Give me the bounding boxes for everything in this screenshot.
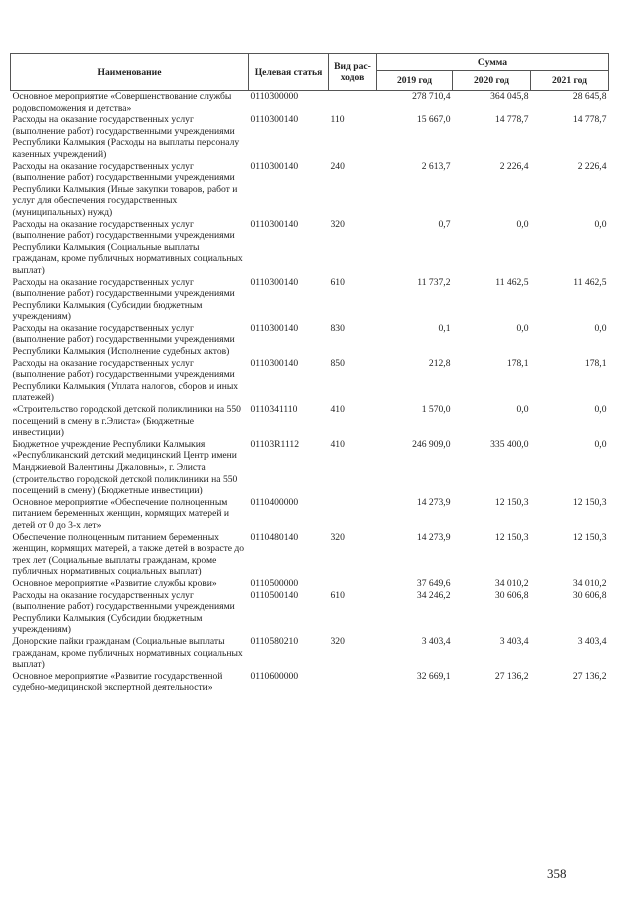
row-sum-2019: 14 273,9 xyxy=(416,531,451,543)
row-sum-2021: 2 226,4 xyxy=(577,160,607,172)
row-target-article: 0110300140 xyxy=(250,357,299,369)
header-expense-type: Вид рас-ходов xyxy=(329,54,377,91)
row-sum-2019: 37 649,6 xyxy=(416,577,451,589)
row-sum-2020: 34 010,2 xyxy=(494,577,529,589)
row-target-article: 0110400000 xyxy=(250,496,299,508)
row-sum-2021: 0,0 xyxy=(594,218,607,230)
row-sum-2020: 3 403,4 xyxy=(499,635,529,647)
row-expense-type: 110 xyxy=(330,114,345,126)
row-target-article: 0110341110 xyxy=(250,404,298,416)
row-sum-2021: 30 606,8 xyxy=(572,589,607,601)
row-sum-2019: 1 570,0 xyxy=(421,404,451,416)
row-sum-2021: 34 010,2 xyxy=(572,577,607,589)
header-name: Наименование xyxy=(11,54,249,91)
table-row xyxy=(11,323,609,358)
row-sum-2021: 0,0 xyxy=(594,404,607,416)
row-sum-2019: 34 246,2 xyxy=(416,589,451,601)
row-name: Основное мероприятие «Развитие службы крови» xyxy=(12,577,217,589)
row-name: Расходы на оказание государственных услуг (выполнение работ) государственными учреждениями Республики Калмыкия (Исполнение судебных актов) xyxy=(12,322,235,358)
table-row xyxy=(11,439,609,497)
row-target-article: 0110300140 xyxy=(250,160,299,172)
table-row xyxy=(11,358,609,404)
row-sum-2019: 32 669,1 xyxy=(416,670,451,682)
row-sum-2019: 3 403,4 xyxy=(421,635,451,647)
row-sum-2019: 212,8 xyxy=(428,357,451,369)
header-year-2020: 2020 год xyxy=(453,71,531,91)
row-name: Бюджетное учреждение Республики Калмыкия «Республиканский детский медицинский Центр имени Манджиевой Валентины Джаловны», г. Элиста (строительство городской детской поликлиники на 550 посещений в смену) (Бюджетные инвестиции) xyxy=(12,438,238,497)
row-target-article: 0110300140 xyxy=(250,218,299,230)
row-name: Расходы на оказание государственных услуг (выполнение работ) государственными учреждениями Республики Калмыкия (Субсидии бюджетным учреждениям) xyxy=(12,589,235,636)
row-target-article: 0110600000 xyxy=(250,670,299,682)
table-row xyxy=(11,636,609,671)
table-row xyxy=(11,277,609,323)
row-sum-2019: 15 667,0 xyxy=(416,114,451,126)
row-sum-2021: 12 150,3 xyxy=(572,531,607,543)
row-sum-2020: 335 400,0 xyxy=(490,438,529,450)
row-expense-type: 850 xyxy=(330,357,345,369)
row-sum-2020: 12 150,3 xyxy=(494,531,529,543)
row-sum-2020: 0,0 xyxy=(516,322,529,334)
row-expense-type xyxy=(329,497,377,532)
row-name: «Строительство городской детской поликлиники на 550 посещений в смену в г.Элиста» (Бюджетные инвестиции) xyxy=(12,404,241,439)
row-name: Расходы на оказание государственных услуг (выполнение работ) государственными учреждениями Республики Калмыкия (Уплата налогов, сборов и иных платежей) xyxy=(12,357,239,404)
row-target-article: 0110480140 xyxy=(250,531,299,543)
table-row xyxy=(11,671,609,694)
row-sum-2021: 27 136,2 xyxy=(572,670,607,682)
table-row xyxy=(11,578,609,590)
table-row xyxy=(11,404,609,439)
row-expense-type xyxy=(329,578,377,590)
row-expense-type xyxy=(329,671,377,694)
row-name: Расходы на оказание государственных услуг (выполнение работ) государственными учреждениями Республики Калмыкия (Расходы на выплаты персоналу казенных учреждений) xyxy=(12,114,240,160)
row-expense-type: 320 xyxy=(330,531,345,543)
row-target-article: 0110500000 xyxy=(250,577,299,589)
row-expense-type: 320 xyxy=(330,218,345,230)
row-sum-2020: 12 150,3 xyxy=(494,496,529,508)
table-row xyxy=(11,590,609,636)
table-header xyxy=(11,54,609,91)
row-sum-2020: 178,1 xyxy=(506,357,529,369)
row-expense-type: 830 xyxy=(330,322,345,334)
row-sum-2021: 28 645,8 xyxy=(572,91,607,102)
row-sum-2020: 14 778,7 xyxy=(494,114,529,126)
row-sum-2020: 2 226,4 xyxy=(499,160,529,172)
row-name: Расходы на оказание государственных услуг (выполнение работ) государственными учреждениями Республики Калмыкия (Субсидии бюджетным учреждениям) xyxy=(12,276,235,323)
row-expense-type: 610 xyxy=(330,589,345,601)
row-sum-2019: 14 273,9 xyxy=(416,496,451,508)
row-sum-2021: 3 403,4 xyxy=(577,635,607,647)
row-expense-type: 410 xyxy=(330,404,345,416)
row-sum-2020: 364 045,8 xyxy=(490,91,529,102)
row-sum-2019: 0,1 xyxy=(438,322,451,334)
budget-table xyxy=(10,53,609,694)
row-target-article: 0110580210 xyxy=(250,635,299,647)
row-sum-2020: 30 606,8 xyxy=(494,589,529,601)
row-sum-2021: 0,0 xyxy=(594,438,607,450)
row-sum-2019: 11 737,2 xyxy=(417,276,451,288)
row-name: Расходы на оказание государственных услуг (выполнение работ) государственными учреждениями Республики Калмыкия (Иные закупки товаров, работ и услуг для обеспечения государственных (муниципальных) нужд) xyxy=(12,160,238,218)
row-sum-2020: 11 462,5 xyxy=(495,276,529,288)
table-row xyxy=(11,532,609,578)
row-target-article: 0110300140 xyxy=(250,322,299,334)
row-target-article: 0110300000 xyxy=(250,91,299,102)
header-sum: Сумма xyxy=(377,54,609,71)
row-sum-2021: 11 462,5 xyxy=(573,276,607,288)
header-year-2019: 2019 год xyxy=(377,71,453,91)
table-row xyxy=(11,497,609,532)
row-sum-2020: 0,0 xyxy=(516,218,529,230)
table-row xyxy=(11,114,609,160)
row-sum-2021: 178,1 xyxy=(584,357,607,369)
row-expense-type: 320 xyxy=(330,635,345,647)
row-name: Обеспечение полноценным питанием беременных женщин, кормящих матерей, а также детей в возрасте до трех лет (Социальные выплаты гражданам, кроме публичных нормативных социальных выплат) xyxy=(12,531,245,578)
row-target-article: 0110500140 xyxy=(250,589,299,601)
row-target-article: 01103R1112 xyxy=(250,438,300,450)
row-expense-type xyxy=(329,91,377,115)
header-year-2021: 2021 год xyxy=(531,71,609,91)
row-sum-2021: 12 150,3 xyxy=(572,496,607,508)
row-name: Основное мероприятие «Развитие государственной судебно-медицинской экспертной деятельности» xyxy=(12,670,223,694)
row-expense-type: 610 xyxy=(330,276,345,288)
row-sum-2021: 14 778,7 xyxy=(572,114,607,126)
row-name: Расходы на оказание государственных услуг (выполнение работ) государственными учреждениями Республики Калмыкия (Социальные выплаты гражданам, кроме публичных нормативных социальных выплат) xyxy=(12,218,243,276)
row-sum-2020: 27 136,2 xyxy=(494,670,529,682)
row-sum-2019: 0,7 xyxy=(438,218,451,230)
page-number: 358 xyxy=(547,866,567,881)
row-sum-2020: 0,0 xyxy=(516,404,529,416)
table-row xyxy=(11,219,609,277)
row-name: Донорские пайки гражданам (Социальные выплаты гражданам, кроме публичных нормативных социальных выплат) xyxy=(12,635,243,671)
table-row xyxy=(11,161,609,219)
row-target-article: 0110300140 xyxy=(250,114,299,126)
row-sum-2019: 278 710,4 xyxy=(412,91,451,102)
row-name: Основное мероприятие «Обеспечение полноценным питанием беременных женщин, кормящих матерей и детей от 0 до 3-х лет» xyxy=(12,496,229,531)
row-target-article: 0110300140 xyxy=(250,276,299,288)
row-sum-2019: 246 909,0 xyxy=(412,438,451,450)
table-body xyxy=(11,91,609,694)
row-sum-2021: 0,0 xyxy=(594,322,607,334)
row-expense-type: 410 xyxy=(330,438,345,450)
row-sum-2019: 2 613,7 xyxy=(421,160,451,172)
row-name: Основное мероприятие «Совершенствование службы родовспоможения и детства» xyxy=(12,91,232,114)
header-target-article: Целевая статья xyxy=(249,54,329,91)
table-row xyxy=(11,91,609,115)
row-expense-type: 240 xyxy=(330,160,345,172)
